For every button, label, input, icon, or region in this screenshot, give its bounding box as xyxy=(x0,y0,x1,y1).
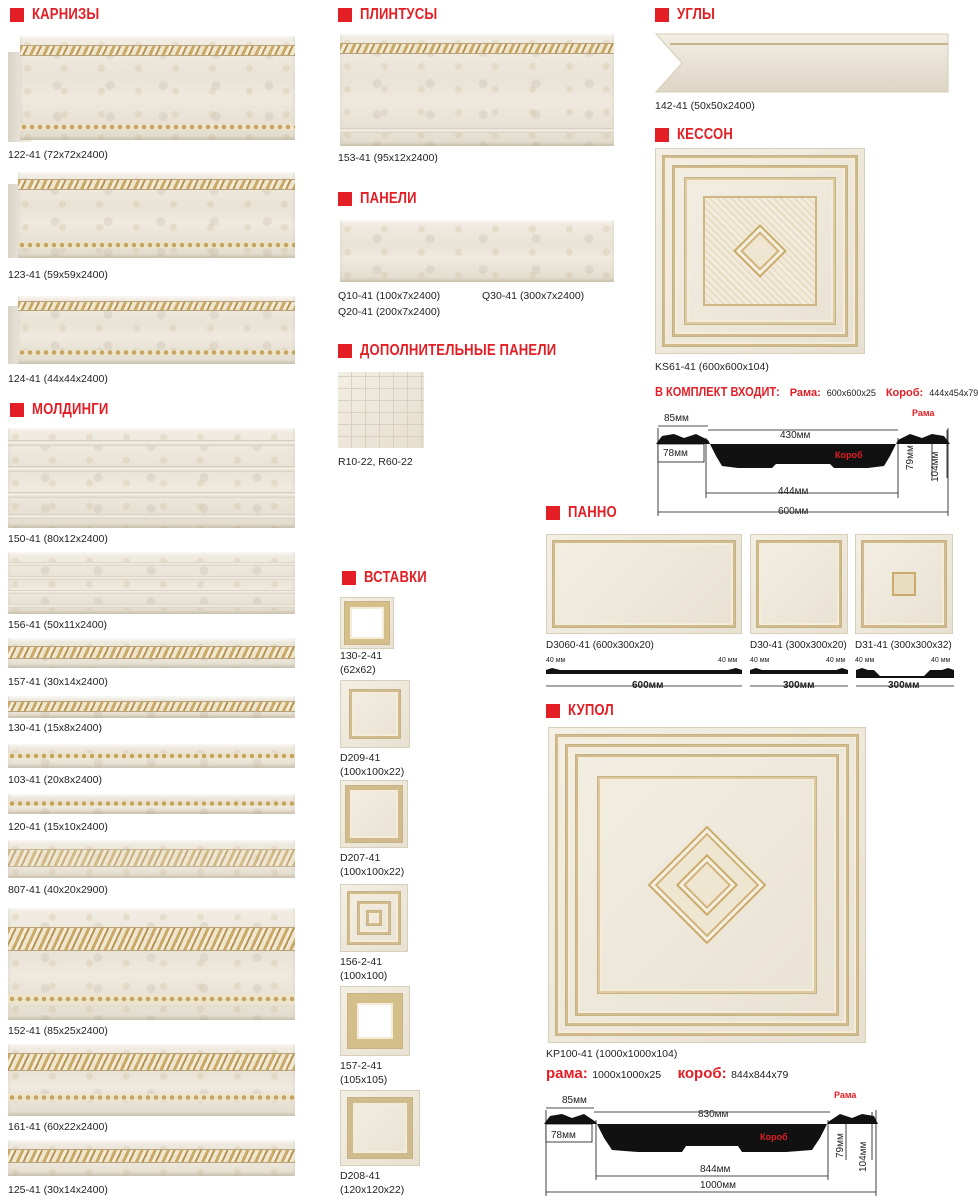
red-square-icon xyxy=(10,8,24,22)
heading-text: КАРНИЗЫ xyxy=(32,6,100,23)
product-image-kp100-41 xyxy=(548,727,866,1043)
caption-156-41: 156-41 (50x11x2400) xyxy=(8,619,108,631)
product-image-153-41 xyxy=(340,34,614,146)
heading-text: ДОПОЛНИТЕЛЬНЫЕ ПАНЕЛИ xyxy=(360,342,557,359)
red-square-icon xyxy=(10,403,24,417)
caption-q30-41: Q30-41 (300x7x2400) xyxy=(482,290,585,302)
kupol-dim-104: 104мм xyxy=(858,1141,869,1172)
panno-edge-right-1: 40 мм xyxy=(718,657,738,664)
product-image-156-2-41 xyxy=(340,884,408,952)
caption-156-2-41-size: (100x100) xyxy=(340,970,388,982)
caption-ks61-41: KS61-41 (600x600x104) xyxy=(655,361,769,373)
panno-width-300b: 300мм xyxy=(888,680,920,691)
caption-157-41: 157-41 (30x14x2400) xyxy=(8,676,108,688)
caption-152-41: 152-41 (85x25x2400) xyxy=(8,1025,108,1037)
product-image-130-41 xyxy=(8,696,295,718)
product-image-130-2-41 xyxy=(340,597,394,649)
caption-157-2-41-code: 157-2-41 xyxy=(340,1060,383,1072)
product-image-d208-41 xyxy=(340,1090,420,1166)
product-image-panel-q xyxy=(340,220,614,282)
product-image-125-41 xyxy=(8,1140,295,1176)
product-image-157-41 xyxy=(8,638,295,668)
kupol-label-rama: Рама xyxy=(834,1090,857,1100)
kesson-dim-104: 104мм xyxy=(930,451,941,482)
caption-d31-41: D31-41 (300x300x32) xyxy=(855,640,952,651)
red-square-icon xyxy=(338,192,352,206)
red-square-icon xyxy=(655,128,669,142)
caption-157-2-41-size: (105x105) xyxy=(340,1074,388,1086)
caption-d208-41-size: (120x120x22) xyxy=(340,1184,405,1196)
caption-130-2-41-size: (62x62) xyxy=(340,664,376,676)
red-square-icon xyxy=(338,344,352,358)
heading-kesson xyxy=(655,126,745,144)
product-image-d207-41 xyxy=(340,780,408,848)
kupol-dim-79: 79мм xyxy=(835,1133,846,1158)
red-square-icon xyxy=(546,506,560,520)
kupol-korob-value: 844x844x79 xyxy=(731,1069,789,1081)
heading-text: ПАННО xyxy=(568,504,617,521)
kesson-dim-600: 600мм xyxy=(778,506,809,517)
caption-124-41: 124-41 (44x44x2400) xyxy=(8,373,108,385)
product-image-120-41 xyxy=(8,794,295,814)
product-image-142-41 xyxy=(652,32,948,94)
heading-text: КУПОЛ xyxy=(568,702,614,719)
kupol-dim-844: 844мм xyxy=(700,1164,731,1175)
panno-edge-left-2: 40 мм xyxy=(750,657,770,664)
kesson-dim-430: 430мм xyxy=(780,430,811,441)
rama-label: Рама: xyxy=(789,387,821,399)
product-image-123-41 xyxy=(8,168,295,262)
caption-150-41: 150-41 (80x12x2400) xyxy=(8,533,108,545)
caption-d209-41-code: D209-41 xyxy=(340,752,381,764)
caption-120-41: 120-41 (15x10x2400) xyxy=(8,821,108,833)
heading-text: ВСТАВКИ xyxy=(364,569,427,586)
caption-d207-41-code: D207-41 xyxy=(340,852,381,864)
kupol-dim-830: 830мм xyxy=(698,1109,729,1120)
heading-text: МОЛДИНГИ xyxy=(32,401,109,418)
product-image-807-41 xyxy=(8,840,295,878)
product-image-161-41 xyxy=(8,1044,295,1116)
kesson-label-korob: Короб xyxy=(835,450,863,460)
korob-label: Короб: xyxy=(885,387,924,399)
caption-153-41: 153-41 (95x12x2400) xyxy=(338,152,438,164)
caption-122-41: 122-41 (72x72x2400) xyxy=(8,149,108,161)
product-image-d31-41 xyxy=(855,534,953,634)
heading-panno xyxy=(546,504,628,522)
kupol-korob-label: короб: xyxy=(677,1065,727,1082)
caption-q10-41: Q10-41 (100x7x2400) xyxy=(338,290,441,302)
product-image-d209-41 xyxy=(340,680,410,748)
product-image-d30-41 xyxy=(750,534,848,634)
red-square-icon xyxy=(546,704,560,718)
product-image-d3060-41 xyxy=(546,534,742,634)
heading-moldingi xyxy=(10,401,125,419)
caption-142-41: 142-41 (50x50x2400) xyxy=(655,100,755,112)
kupol-label-korob: Короб xyxy=(760,1132,788,1142)
korob-value: 444x454x79 xyxy=(929,388,978,398)
product-image-152-41 xyxy=(8,908,295,1020)
kesson-kit-line xyxy=(655,384,978,399)
kesson-label-rama: Рама xyxy=(912,408,935,418)
product-image-124-41 xyxy=(8,292,295,368)
panno-width-300a: 300мм xyxy=(783,680,815,691)
caption-r10-22: R10-22, R60-22 xyxy=(338,456,413,468)
heading-karnizy xyxy=(10,6,114,24)
caption-d3060-41: D3060-41 (600x300x20) xyxy=(546,640,654,651)
product-image-103-41 xyxy=(8,744,295,768)
kesson-dim-79: 79мм xyxy=(905,445,916,470)
kupol-dim-1000: 1000мм xyxy=(700,1180,736,1191)
heading-text: ПЛИНТУСЫ xyxy=(360,6,438,23)
kupol-dim-78: 78мм xyxy=(551,1130,576,1141)
kupol-dim-85: 85мм xyxy=(562,1095,587,1106)
heading-dop-paneli xyxy=(338,342,599,360)
product-image-122-41 xyxy=(8,32,295,144)
caption-103-41: 103-41 (20x8x2400) xyxy=(8,774,102,786)
red-square-icon xyxy=(655,8,669,22)
product-image-r10-22 xyxy=(338,372,424,448)
heading-ugly xyxy=(655,6,723,24)
caption-807-41: 807-41 (40x20x2900) xyxy=(8,884,108,896)
caption-d209-41-size: (100x100x22) xyxy=(340,766,405,778)
product-image-156-41 xyxy=(8,552,295,614)
heading-text: УГЛЫ xyxy=(677,6,715,23)
heading-text: КЕССОН xyxy=(677,126,734,143)
panno-edge-right-2: 40 мм xyxy=(826,657,846,664)
kit-label: В КОМПЛЕКТ ВХОДИТ: xyxy=(655,384,780,399)
caption-130-2-41-code: 130-2-41 xyxy=(340,650,383,662)
heading-vstavki xyxy=(342,569,441,587)
caption-156-2-41-code: 156-2-41 xyxy=(340,956,383,968)
panno-edge-left-3: 40 мм xyxy=(855,657,875,664)
product-image-ks61-41 xyxy=(655,148,865,354)
heading-kupol xyxy=(546,702,624,720)
caption-d30-41: D30-41 (300x300x20) xyxy=(750,640,847,651)
caption-q20-41: Q20-41 (200x7x2400) xyxy=(338,306,441,318)
caption-kp100-41: KP100-41 (1000x1000x104) xyxy=(546,1048,678,1060)
panno-edge-right-3: 40 мм xyxy=(931,657,951,664)
caption-d207-41-size: (100x100x22) xyxy=(340,866,405,878)
kesson-dim-444: 444мм xyxy=(778,486,809,497)
kesson-dim-78: 78мм xyxy=(663,448,688,459)
panno-width-600: 600мм xyxy=(632,680,664,691)
caption-123-41: 123-41 (59x59x2400) xyxy=(8,269,108,281)
heading-paneli xyxy=(338,190,429,208)
product-image-150-41 xyxy=(8,428,295,528)
kupol-rama-value: 1000x1000x25 xyxy=(592,1069,662,1081)
heading-text: ПАНЕЛИ xyxy=(360,190,417,207)
caption-130-41: 130-41 (15x8x2400) xyxy=(8,722,102,734)
panno-edge-left-1: 40 мм xyxy=(546,657,566,664)
red-square-icon xyxy=(342,571,356,585)
kupol-rama-label: рама: xyxy=(546,1065,588,1082)
red-square-icon xyxy=(338,8,352,22)
kupol-kit-line xyxy=(546,1065,788,1083)
caption-161-41: 161-41 (60x22x2400) xyxy=(8,1121,108,1133)
rama-value: 600x600x25 xyxy=(826,388,876,398)
product-image-157-2-41 xyxy=(340,986,410,1056)
kesson-dim-85: 85мм xyxy=(664,413,689,424)
caption-125-41: 125-41 (30x14x2400) xyxy=(8,1184,108,1196)
heading-plintusy xyxy=(338,6,454,24)
caption-d208-41-code: D208-41 xyxy=(340,1170,381,1182)
